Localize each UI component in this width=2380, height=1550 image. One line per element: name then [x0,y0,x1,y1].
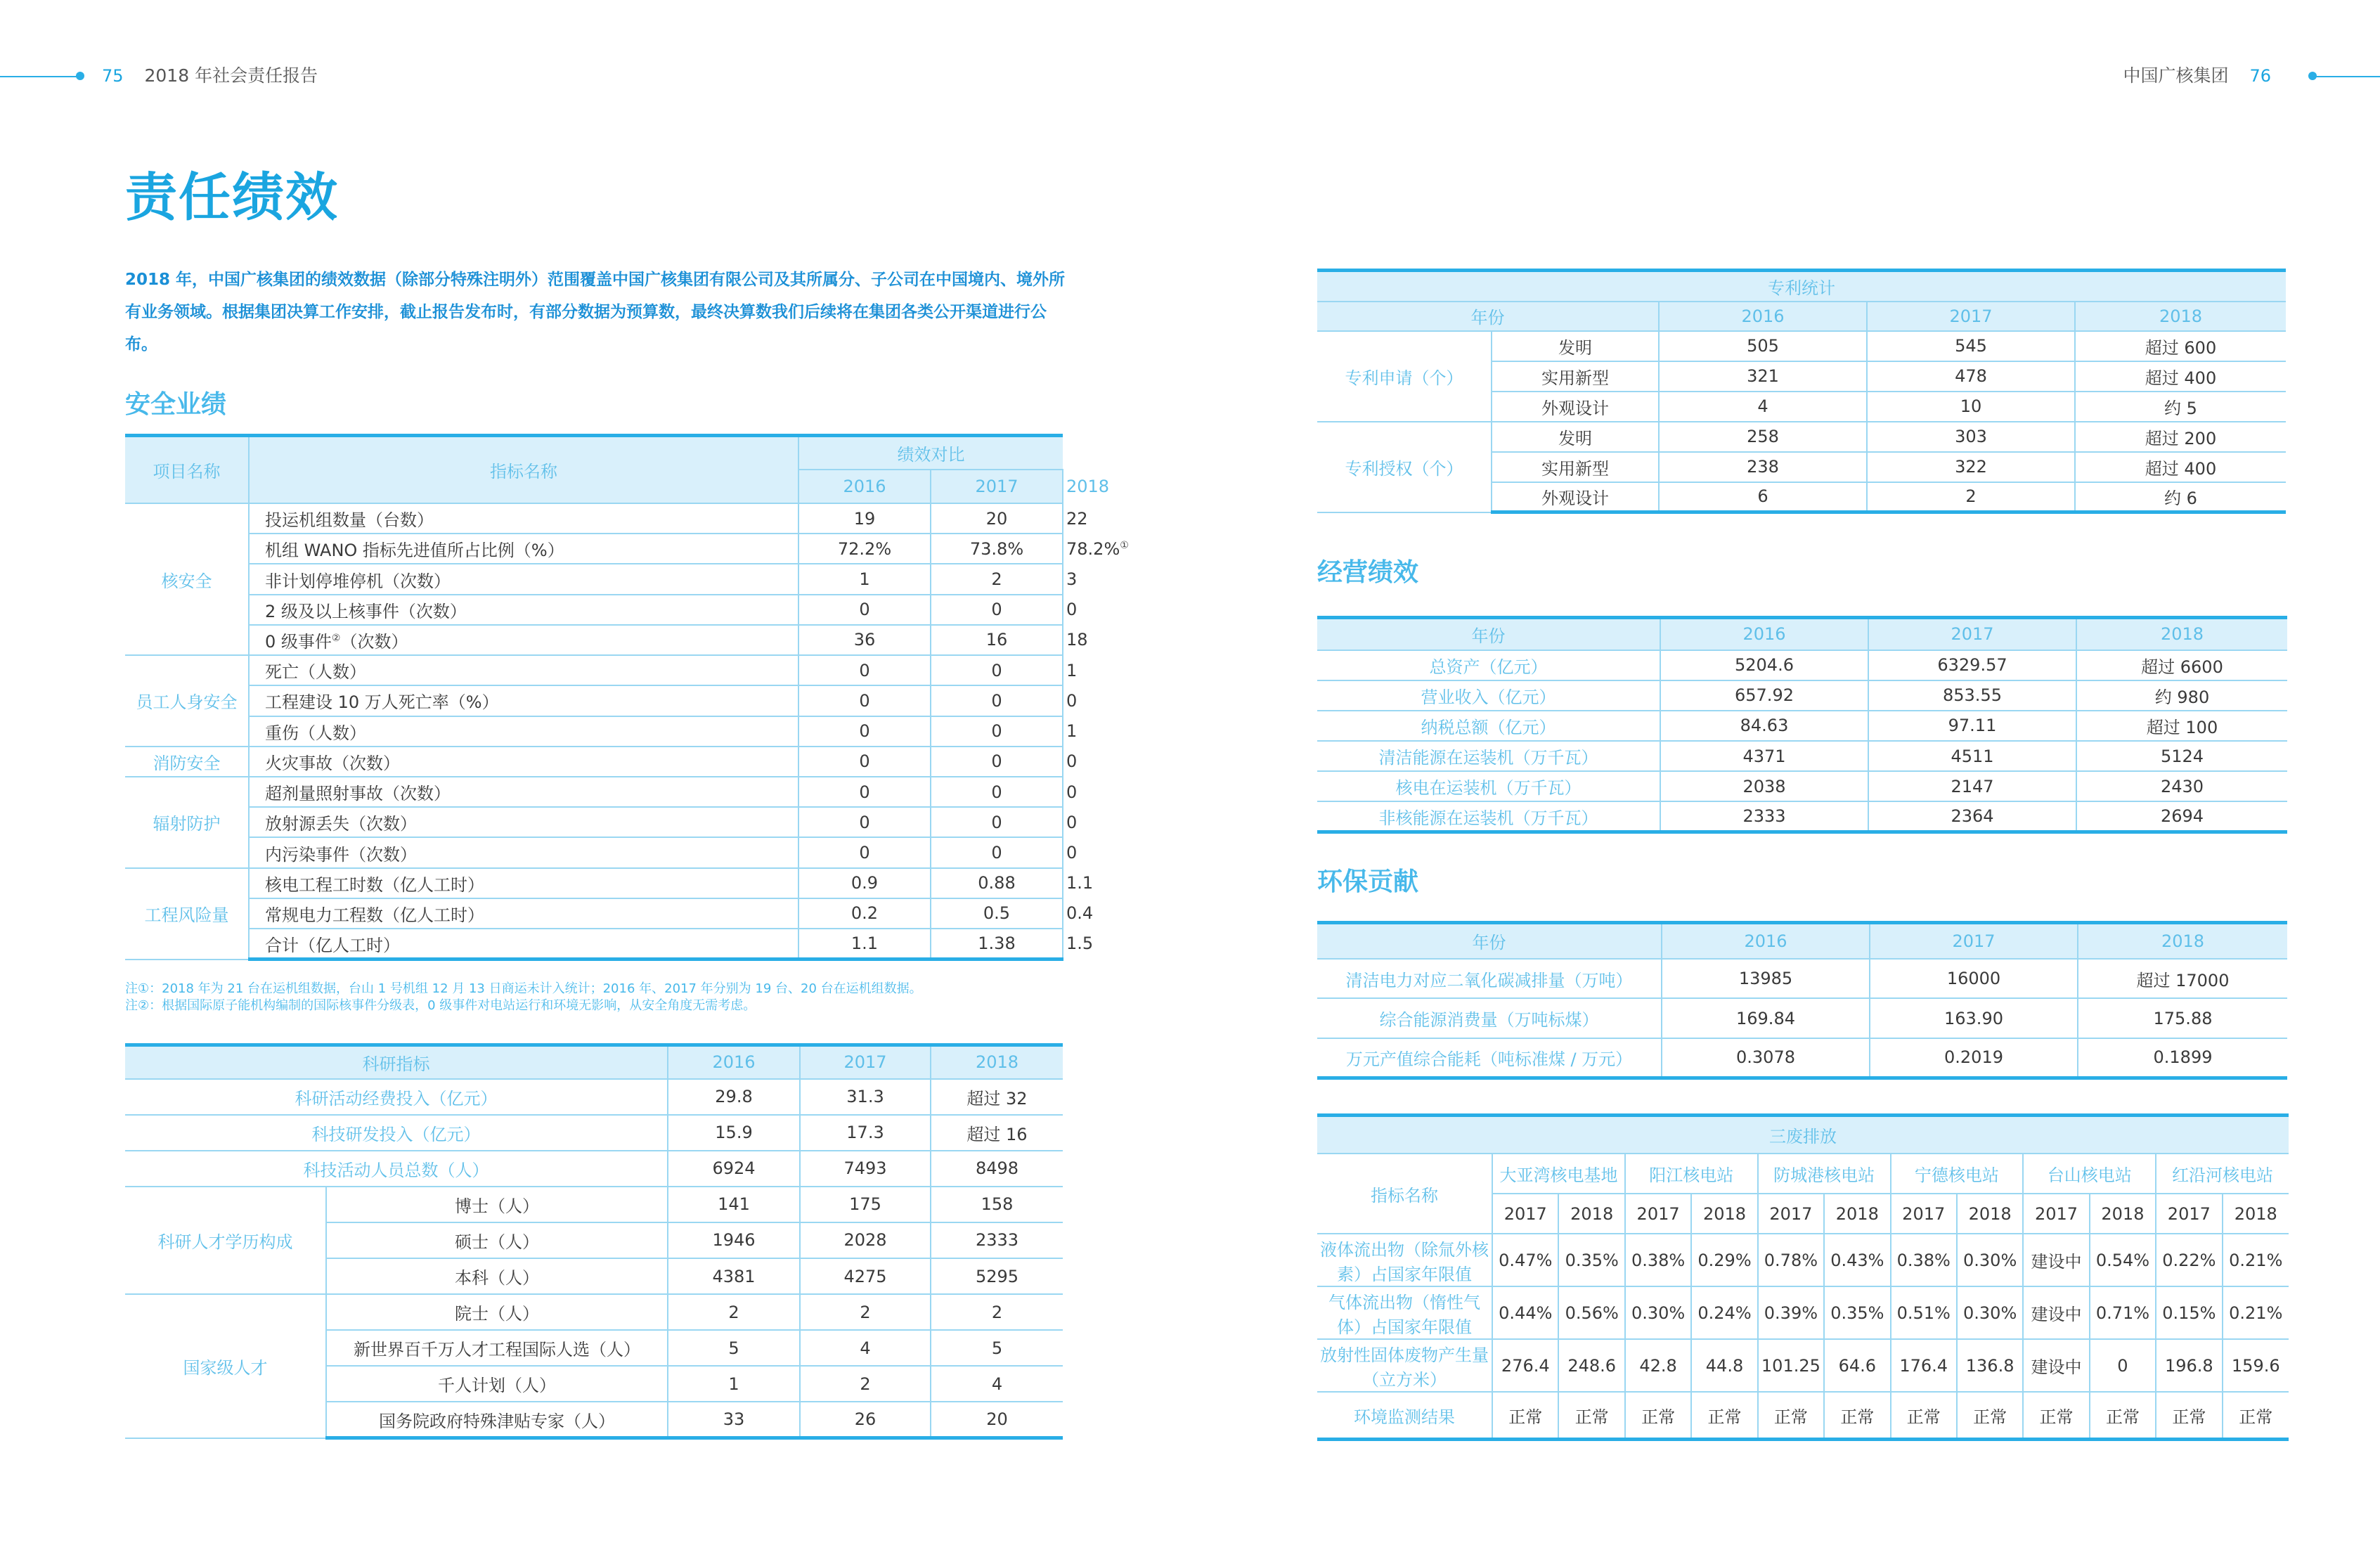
row-label: 博士（人） [326,1187,668,1222]
cell-2017: 0 [931,716,1063,747]
row-label: 死亡（人数） [249,655,798,685]
header-indicator: 科研指标 [125,1045,668,1079]
row-label: 本科（人） [326,1258,668,1294]
cell-2016: 141 [668,1187,800,1222]
cell-2017: 545 [1867,331,2075,361]
cell: 建设中 [2023,1339,2089,1392]
cell-2018: 超过 16 [931,1115,1063,1151]
cell-2017: 31.3 [800,1079,931,1115]
cell-2016: 0.2 [798,898,931,929]
year-header: 2017 [1492,1194,1558,1234]
cell-2017: 4511 [1868,741,2076,771]
cell-2018: 约 6 [2075,482,2286,512]
year-header: 2018 [1824,1194,1890,1234]
cell-2016: 6924 [668,1151,800,1187]
cell-2017: 0 [931,747,1063,777]
group-label: 消防安全 [125,747,249,777]
cell-2016: 4381 [668,1258,800,1294]
row-label: 实用新型 [1492,361,1659,392]
group-label: 专利授权（个） [1317,422,1492,512]
row-label: 硕士（人） [326,1222,668,1258]
row-label: 核电在运装机（万千瓦） [1317,771,1660,801]
header-year-2017: 2017 [1868,618,2076,650]
row-label: 实用新型 [1492,452,1659,482]
year-header: 2018 [2090,1194,2156,1234]
business-table [1317,616,2287,834]
cell: 0.71% [2090,1286,2156,1339]
cell-2017: 0.88 [931,868,1063,898]
cell-2017: 163.90 [1870,998,2078,1038]
row-label: 国务院政府特殊津贴专家（人） [326,1402,668,1438]
page-number-right: 76 [2249,66,2271,86]
station-header: 台山核电站 [2023,1154,2156,1194]
cell-2017: 0 [931,655,1063,685]
cell: 42.8 [1625,1339,1691,1392]
header-year-2017: 2017 [1867,302,2075,331]
year-header: 2018 [1957,1194,2023,1234]
cell-2018: 5124 [2076,741,2287,771]
cell: 0.22% [2156,1234,2222,1286]
group-label: 核安全 [125,503,249,655]
cell: 176.4 [1891,1339,1957,1392]
cell: 0.24% [1691,1286,1757,1339]
waste-title: 三废排放 [1317,1116,2289,1154]
row-label: 超剂量照射事故（次数） [249,777,798,807]
row-label: 外观设计 [1492,392,1659,422]
row-label: 综合能源消费量（万吨标煤） [1317,998,1662,1038]
row-label: 清洁电力对应二氧化碳减排量（万吨） [1317,959,1662,999]
cell-2016: 0 [798,807,931,837]
cell: 101.25 [1758,1339,1824,1392]
cell-2017: 97.11 [1868,711,2076,741]
cell: 196.8 [2156,1339,2222,1392]
row-label: 常规电力工程数（亿人工时） [249,898,798,929]
cell: 0.51% [1891,1286,1957,1339]
cell-2016: 36 [798,625,931,655]
row-label: 机组 WANO 指标先进值所占比例（%） [249,534,798,564]
header-indicator: 指标名称 [249,436,798,504]
cell: 0.43% [1824,1234,1890,1286]
cell: 0.38% [1891,1234,1957,1286]
cell-2016: 505 [1659,331,1867,361]
year-header: 2017 [1625,1194,1691,1234]
cell-2016: 33 [668,1402,800,1438]
header-year: 年份 [1317,923,1662,959]
cell-2018: 超过 400 [2075,361,2286,392]
header-year-2018: 2018 [2078,923,2287,959]
cell-2018: 4 [931,1366,1063,1402]
footnote-1: 注①：2018 年为 21 台在运机组数据，台山 1 号机组 12 月 13 日商运未计入统计；2016 年、2017 年分别为 19 台、20 台在运机组数据。 [125,981,922,996]
header-year-2017: 2017 [1870,923,2078,959]
cell: 0.56% [1558,1286,1624,1339]
cell-2017: 26 [800,1402,931,1438]
cell-2016: 0 [798,716,931,747]
year-header: 2018 [1691,1194,1757,1234]
station-header: 阳江核电站 [1625,1154,1758,1194]
cell-2017: 4275 [800,1258,931,1294]
cell-2017: 0 [931,595,1063,625]
cell-2016: 0 [798,747,931,777]
cell-2016: 4371 [1660,741,1868,771]
header-left [102,62,318,87]
cell-2016: 72.2% [798,534,931,564]
row-label: 非计划停堆停机（次数） [249,564,798,594]
cell: 正常 [2090,1392,2156,1439]
row-label: 纳税总额（亿元） [1317,711,1660,741]
cell-2016: 0.3078 [1662,1038,1870,1078]
cell-2017: 6329.57 [1868,650,2076,680]
footnote-2: 注②：根据国际原子能机构编制的国际核事件分级表，0 级事件对电站运行和环境无影响，从安全角度无需考虑。 [125,998,756,1013]
cell-2017: 2147 [1868,771,2076,801]
cell: 0.47% [1492,1234,1558,1286]
cell-2016: 1.1 [798,929,931,959]
row-label: 营业收入（亿元） [1317,680,1660,711]
header-indicator: 指标名称 [1317,1154,1492,1234]
cell-2017: 4 [800,1330,931,1366]
cell-2016: 0 [798,655,931,685]
cell-2016: 1946 [668,1222,800,1258]
cell-2016: 321 [1659,361,1867,392]
cell: 正常 [2223,1392,2289,1439]
cell-2018: 超过 200 [2075,422,2286,452]
row-label: 放射源丢失（次数） [249,807,798,837]
cell-2018: 超过 6600 [2076,650,2287,680]
header-year-2016: 2016 [1660,618,1868,650]
row-label: 核电工程工时数（亿人工时） [249,868,798,898]
year-header: 2018 [1558,1194,1624,1234]
cell: 0.29% [1691,1234,1757,1286]
cell-2018: 约 980 [2076,680,2287,711]
year-header: 2017 [2156,1194,2222,1234]
cell-2016: 657.92 [1660,680,1868,711]
cell-2018: 2 [931,1294,1063,1330]
waste-table [1317,1113,2289,1441]
cell: 0.78% [1758,1234,1824,1286]
cell-2016: 84.63 [1660,711,1868,741]
row-label: 放射性固体废物产生量（立方米） [1317,1339,1492,1392]
cell-2017: 2028 [800,1222,931,1258]
cell: 0.15% [2156,1286,2222,1339]
row-label: 非核能源在运装机（万千瓦） [1317,801,1660,832]
cell-2016: 0.9 [798,868,931,898]
header-compare: 绩效对比 [798,436,1063,470]
header-year-2016: 2016 [1662,923,1870,959]
cell-2018: 超过 600 [2075,331,2286,361]
cell-2017: 0 [931,807,1063,837]
cell-2016: 2 [668,1294,800,1330]
cell-2018: 超过 17000 [2078,959,2287,999]
cell-2018: 约 5 [2075,392,2286,422]
header-year-2018: 2018 [2075,302,2286,331]
row-label: 投运机组数量（台数） [249,503,798,534]
cell-2018: 5295 [931,1258,1063,1294]
group-label: 科研人才学历构成 [125,1187,326,1294]
cell-2017: 478 [1867,361,2075,392]
row-label: 清洁能源在运装机（万千瓦） [1317,741,1660,771]
cell-2016: 19 [798,503,931,534]
research-table [125,1043,1063,1440]
row-label: 2 级及以上核事件（次数） [249,595,798,625]
cell-2017: 0.2019 [1870,1038,2078,1078]
cell-2018: 175.88 [2078,998,2287,1038]
section-title-safety: 安全业绩 [125,390,227,419]
cell: 0.30% [1625,1286,1691,1339]
cell-2017: 2364 [1868,801,2076,832]
station-header: 防城港核电站 [1758,1154,1891,1194]
cell-2017: 2 [800,1366,931,1402]
row-label: 重伤（人数） [249,716,798,747]
cell-2016: 5204.6 [1660,650,1868,680]
cell: 136.8 [1957,1339,2023,1392]
cell: 0.30% [1957,1286,2023,1339]
row-label: 环境监测结果 [1317,1392,1492,1439]
cell-2018: 超过 100 [2076,711,2287,741]
label-text: 0 级事件 [265,631,332,652]
header-dot-left [76,72,84,80]
cell: 正常 [1824,1392,1890,1439]
cell-2018: 2333 [931,1222,1063,1258]
cell: 正常 [1691,1392,1757,1439]
cell: 276.4 [1492,1339,1558,1392]
cell-2017: 0.5 [931,898,1063,929]
header-year: 年份 [1317,618,1660,650]
header-year: 年份 [1317,302,1659,331]
cell: 正常 [1558,1392,1624,1439]
cell: 0.35% [1558,1234,1624,1286]
cell: 建设中 [2023,1286,2089,1339]
row-label: 合计（亿人工时） [249,929,798,959]
cell-2017: 175 [800,1187,931,1222]
group-label: 员工人身安全 [125,655,249,747]
safety-table: 项目名称 指标名称 绩效对比 2016 2017 2018 核安全 投运机组数量（台数） 19 20 22 机组 WANO 指标先进值所占比例（%） 72.2% 73.8% 78.2%① 非计划停堆停机（次数） 1 2 3 2 级及以上核事件（次数） 0 0 0 0 级事件②（次数） 36 16 18 员工人身安全 死亡（人数） 0 0 1 工程建设 10 万人死亡率（%） 0 0 0 重伤（人数） 0 0 1 消防安全 火灾事故（次数） 0 0 0 辐射防护 超剂量照射事故（次数） 0 0 0 放射源丢失（次数） 0 0 0 内污染事件（次数） 0 0 0 工程风险量 核电工程工时数（亿人工时） 0.9 0.88 1.1 常规电力工程数（亿人工时） 0.2 0.5 0.4 合计（亿人工时） 1.1 1.38 1.5 [125,434,1063,961]
header-year-2016: 2016 [798,470,931,503]
cell-2016: 13985 [1662,959,1870,999]
row-label: 新世界百千万人才工程国际人选（人） [326,1330,668,1366]
report-title: 2018 年社会责任报告 [144,65,318,86]
cell-2017: 853.55 [1868,680,2076,711]
cell-2017: 1.38 [931,929,1063,959]
row-label: 发明 [1492,422,1659,452]
header-rule-left [0,76,79,77]
row-label: 科技研发投入（亿元） [125,1115,668,1151]
station-header: 红沿河核电站 [2156,1154,2289,1194]
group-label: 工程风险量 [125,868,249,960]
group-label: 国家级人才 [125,1294,326,1438]
cell-2017: 2 [931,564,1063,594]
cell-2018: 2694 [2076,801,2287,832]
cell: 0.54% [2090,1234,2156,1286]
year-header: 2018 [2223,1194,2289,1234]
cell-2017: 0 [931,685,1063,716]
cell-2016: 0 [798,685,931,716]
cell: 44.8 [1691,1339,1757,1392]
cell-2016: 15.9 [668,1115,800,1151]
cell-2018: 超过 400 [2075,452,2286,482]
cell-2016: 0 [798,837,931,867]
cell-2016: 2333 [1660,801,1868,832]
cell: 159.6 [2223,1339,2289,1392]
row-label: 科研活动经费投入（亿元） [125,1079,668,1115]
group-label: 专利申请（个） [1317,331,1492,422]
cell: 0.30% [1957,1234,2023,1286]
page-number-left: 75 [102,66,124,86]
label-text: （次数） [340,631,408,652]
header-year-2017: 2017 [800,1045,931,1079]
cell: 正常 [1891,1392,1957,1439]
cell-2017: 322 [1867,452,2075,482]
patent-title: 专利统计 [1317,271,2286,302]
year-header: 2017 [1758,1194,1824,1234]
cell-2017: 303 [1867,422,2075,452]
cell-2016: 258 [1659,422,1867,452]
cell: 正常 [2156,1392,2222,1439]
row-label: 内污染事件（次数） [249,837,798,867]
header-year-2016: 2016 [668,1045,800,1079]
cell-2016: 1 [798,564,931,594]
cell-2017: 73.8% [931,534,1063,564]
cell-2017: 0 [931,777,1063,807]
row-label: 外观设计 [1492,482,1659,512]
cell: 248.6 [1558,1339,1624,1392]
cell: 正常 [1492,1392,1558,1439]
row-label: 千人计划（人） [326,1366,668,1402]
cell: 0.21% [2223,1286,2289,1339]
cell-2017: 2 [800,1294,931,1330]
header-year-2018: 2018 [2076,618,2287,650]
row-label: 气体流出物（惰性气体）占国家年限值 [1317,1286,1492,1339]
cell: 正常 [2023,1392,2089,1439]
section-title-environment: 环保贡献 [1317,867,1419,896]
cell-2017: 16000 [1870,959,2078,999]
cell-2016: 169.84 [1662,998,1870,1038]
header-rule-right [2314,76,2380,77]
cell-2016: 6 [1659,482,1867,512]
cell-2017: 10 [1867,392,2075,422]
cell: 0 [2090,1339,2156,1392]
station-header: 大亚湾核电基地 [1492,1154,1625,1194]
cell: 0.35% [1824,1286,1890,1339]
cell-2016: 4 [1659,392,1867,422]
cell: 0.39% [1758,1286,1824,1339]
cell-2016: 5 [668,1330,800,1366]
cell-2018: 8498 [931,1151,1063,1187]
cell: 建设中 [2023,1234,2089,1286]
row-label: 院士（人） [326,1294,668,1330]
header-year-2017: 2017 [931,470,1063,503]
cell-2017: 17.3 [800,1115,931,1151]
cell: 0.38% [1625,1234,1691,1286]
cell-2017: 2 [1867,482,2075,512]
row-label: 火灾事故（次数） [249,747,798,777]
group-label: 辐射防护 [125,777,249,868]
footnote-marker: ② [331,632,341,644]
cell-2017: 20 [931,503,1063,534]
cell-2018: 2430 [2076,771,2287,801]
cell-2016: 1 [668,1366,800,1402]
page-title: 责任绩效 [125,167,339,228]
cell-2016: 0 [798,595,931,625]
cell-value: 78.2% [1066,538,1120,559]
cell: 正常 [1957,1392,2023,1439]
cell: 正常 [1758,1392,1824,1439]
year-header: 2017 [2023,1194,2089,1234]
cell-2017: 0 [931,837,1063,867]
row-label [249,625,798,655]
cell: 0.21% [2223,1234,2289,1286]
section-title-business: 经营绩效 [1317,558,1419,587]
cell: 64.6 [1824,1339,1890,1392]
row-label: 科技活动人员总数（人） [125,1151,668,1187]
company-name: 中国广核集团 [2123,65,2229,86]
row-label: 工程建设 10 万人死亡率（%） [249,685,798,716]
intro-paragraph: 2018 年，中国广核集团的绩效数据（除部分特殊注明外）范围覆盖中国广核集团有限公司及其所属分、子公司在中国境内、境外所有业务领域。根据集团决算工作安排，截止报告发布时，有部分数据为预算数，最终决算数我们后续将在集团各类公开渠道进行公布。 [125,271,1066,354]
cell-2016: 29.8 [668,1079,800,1115]
row-label: 液体流出物（除氚外核素）占国家年限值 [1317,1234,1492,1286]
cell-2017: 16 [931,625,1063,655]
cell: 0.44% [1492,1286,1558,1339]
cell-2016: 238 [1659,452,1867,482]
header-year-2018: 2018 [931,1045,1063,1079]
cell-2018: 158 [931,1187,1063,1222]
row-label: 发明 [1492,331,1659,361]
cell-2018: 超过 32 [931,1079,1063,1115]
cell-2018: 0.1899 [2078,1038,2287,1078]
header-right [2123,62,2271,87]
cell-2018: 20 [931,1402,1063,1438]
cell-2016: 2038 [1660,771,1868,801]
cell-2016: 0 [798,777,931,807]
cell-2017: 7493 [800,1151,931,1187]
header-year-2016: 2016 [1659,302,1867,331]
station-header: 宁德核电站 [1891,1154,2024,1194]
footnote-marker: ① [1120,539,1129,551]
cell-2018: 5 [931,1330,1063,1366]
header-category: 项目名称 [125,436,249,504]
patent-table [1317,269,2286,514]
row-label: 总资产（亿元） [1317,650,1660,680]
environment-table [1317,921,2287,1080]
year-header: 2017 [1891,1194,1957,1234]
row-label: 万元产值综合能耗（吨标准煤 / 万元） [1317,1038,1662,1078]
cell: 正常 [1625,1392,1691,1439]
